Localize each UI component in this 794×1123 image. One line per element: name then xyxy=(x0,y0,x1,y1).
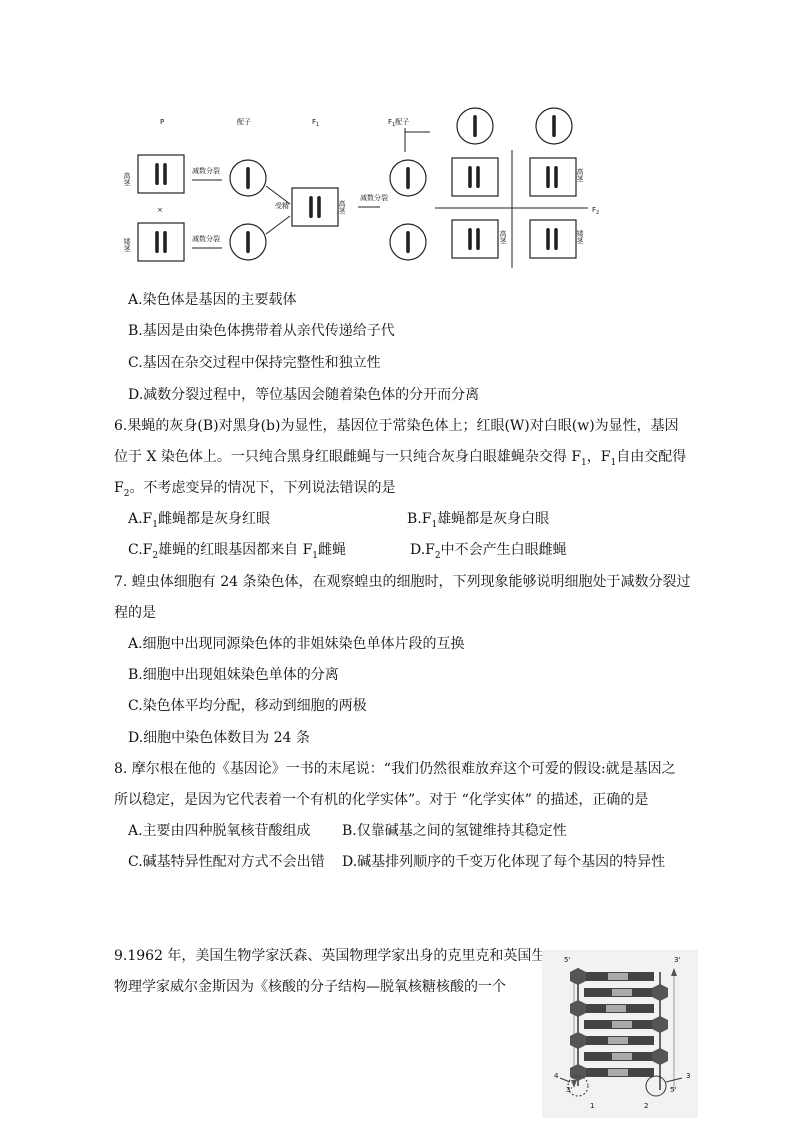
q6-option-b: $B.F_1$雄蝇都是灰身白眼 xyxy=(407,511,550,530)
q7-stem-line2: 程的是 xyxy=(114,605,156,621)
chromosome-cross-diagram xyxy=(123,100,600,270)
label-tall: 高茎 xyxy=(123,172,131,186)
q5-option-d: D.减数分裂过程中，等位基因会随着染色体的分开而分离 xyxy=(128,387,480,403)
f2-cell-1 xyxy=(452,158,498,196)
q5-option-c: C.基因在杂交过程中保持完整性和独立性 xyxy=(128,355,381,371)
q6-stem-line2: 位于 X 染色体上。一只纯合黑身红眼雌蝇与一只纯合灰身白眼雄蝇杂交得 $F_1$，$F_1$自由交配得 xyxy=(114,449,687,468)
q8-option-a: A.主要由四种脱氧核苷酸组成 xyxy=(128,823,311,839)
meiosis-label-bottom: 减数分裂 xyxy=(192,235,220,243)
q7-option-c: C.染色体平均分配，移动到细胞的两极 xyxy=(128,698,367,714)
q5-option-a: A.染色体是基因的主要载体 xyxy=(128,292,297,308)
q8-option-d: D.碱基排列顺序的千变万化体现了每个基因的特异性 xyxy=(342,854,666,870)
q8-option-b: B.仅靠碱基之间的氢键维持其稳定性 xyxy=(342,823,567,839)
label-3: 3 xyxy=(686,1072,691,1080)
label-f2: $F_2$ xyxy=(592,206,600,216)
cross-symbol: × xyxy=(157,206,163,214)
fertilization-label: 受精 xyxy=(275,202,289,210)
f2-cell-4 xyxy=(530,220,576,258)
q7-option-b: B.细胞中出现姐妹染色单体的分离 xyxy=(128,667,339,683)
label-4: 4 xyxy=(554,1072,559,1080)
meiosis-label-top: 减数分裂 xyxy=(192,167,220,175)
label-f1-tall: 高茎 xyxy=(338,200,346,214)
label-short: 矮茎 xyxy=(123,238,131,252)
meiosis-label-f1: 减数分裂 xyxy=(360,194,388,202)
header-gamete: 配子 xyxy=(237,118,251,126)
label-2: 2 xyxy=(644,1102,649,1110)
label-f2-short: 矮茎 xyxy=(576,230,584,244)
q6-stem-line3: $F_2$。不考虑变异的情况下，下列说法错误的是 xyxy=(114,480,396,499)
f1-box xyxy=(292,188,338,226)
label-1: 1 xyxy=(590,1102,595,1110)
parent-tall-box xyxy=(138,155,184,193)
f2-cell-2 xyxy=(530,158,576,196)
label-f2-tall: 高茎 xyxy=(576,168,584,182)
q6-option-d: $D.F_2$中不会产生白眼雌蝇 xyxy=(410,542,567,561)
header-f1: $F_1$ xyxy=(312,118,320,128)
q7-option-a: A.细胞中出现同源染色体的非姐妹染色单体片段的互换 xyxy=(128,636,465,652)
q6-stem-line1: 6.果蝇的灰身(B)对黑身(b)为显性，基因位于常染色体上；红眼(W)对白眼(w)为显性，基因 xyxy=(114,418,679,434)
q8-stem-line1: 8. 摩尔根在他的《基因论》一书的末尾说：“我们仍然很难放弃这个可爱的假设:就是基因之 xyxy=(114,761,676,777)
dna-structure-diagram xyxy=(542,950,698,1118)
parent-short-box xyxy=(138,223,184,261)
q8-option-c: C.碱基特异性配对方式不会出错 xyxy=(128,854,325,870)
circle-2 xyxy=(646,1076,666,1096)
q8-stem-line2: 所以稳定，是因为它代表着一个有机的化学实体”。对于 “化学实体” 的描述，正确的是 xyxy=(114,792,649,808)
header-f1-gamete: $F_1$配子 xyxy=(388,118,410,128)
label-3prime-top: 3' xyxy=(674,956,681,964)
label-5prime-top: 5' xyxy=(564,956,571,964)
q5-option-b: B.基因是由染色体携带着从亲代传递给子代 xyxy=(128,323,395,339)
q9-stem-line1: 9.1962 年，美国生物学家沃森、英国物理学家出身的克里克和英国生 xyxy=(114,948,546,964)
label-f2-tall-2: 高茎 xyxy=(499,230,507,244)
base-pair-rungs xyxy=(570,968,668,1081)
header-p: P xyxy=(160,118,165,126)
label-5prime-bottom: 5' xyxy=(670,1086,677,1094)
q9-stem-line2: 物理学家威尔金斯因为《核酸的分子结构—脱氧核糖核酸的一个 xyxy=(114,979,506,995)
q6-option-a: $A.F_1$雌蝇都是灰身红眼 xyxy=(128,511,271,530)
label-3prime-bottom: 3' xyxy=(566,1086,573,1094)
q6-option-c: $C.F_2$雄蝇的红眼基因都来自 $F_1$雌蝇 xyxy=(128,542,347,561)
f2-cell-3 xyxy=(452,220,498,258)
q7-option-d: D.细胞中染色体数目为 24 条 xyxy=(128,730,310,746)
q7-stem-line1: 7. 蝗虫体细胞有 24 条染色体，在观察蝗虫的细胞时，下列现象能够说明细胞处于减数分裂过 xyxy=(114,574,691,590)
